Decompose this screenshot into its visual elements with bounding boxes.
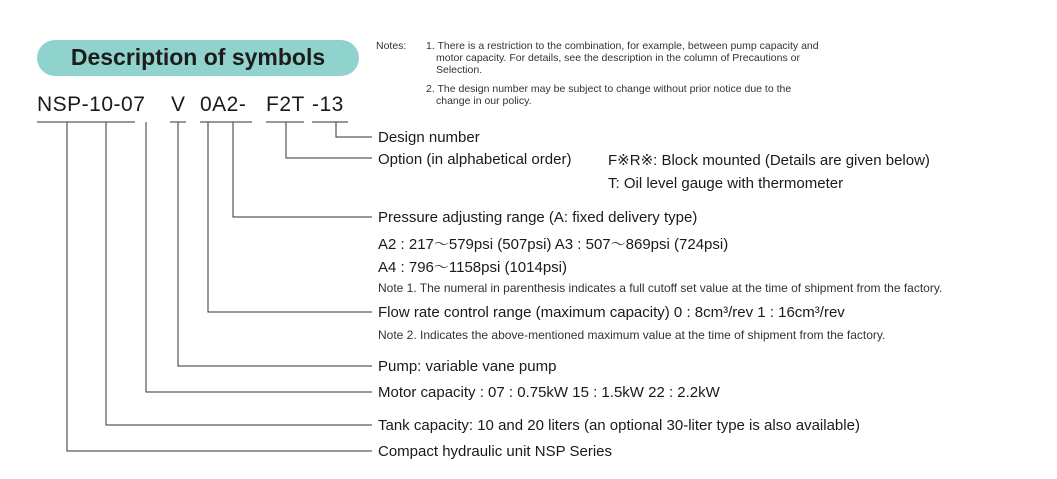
leader-option <box>286 122 372 158</box>
label-option: Option (in alphabetical order) <box>378 151 572 168</box>
label-note1: Note 1. The numeral in parenthesis indicates a full cutoff set value at the time of shipment from the factory. <box>378 281 943 295</box>
label-option-f: F※R※: Block mounted (Details are given below) <box>608 152 930 169</box>
label-motor: Motor capacity : 07 : 0.75kW 15 : 1.5kW 22 : 2.2kW <box>378 384 720 401</box>
label-tank: Tank capacity: 10 and 20 liters (an optional 30-liter type is also available) <box>378 417 860 434</box>
label-pressure-a4: A4 : 796～1158psi (1014psi) <box>378 259 568 276</box>
label-note2: Note 2. Indicates the above-mentioned maximum value at the time of shipment from the factory. <box>378 328 886 342</box>
label-flow: Flow rate control range (maximum capacity) 0 : 8cm³/rev 1 : 16cm³/rev <box>378 304 845 321</box>
leader-pressure <box>233 122 372 217</box>
note2-line2: change in our policy. <box>436 95 532 107</box>
leader-motor <box>146 122 372 392</box>
model-code-series: NSP-10-07 <box>37 93 146 116</box>
leader-design <box>336 122 372 137</box>
label-series: Compact hydraulic unit NSP Series <box>378 443 612 460</box>
note1-line1: 1. There is a restriction to the combination, for example, between pump capacity and <box>426 40 819 52</box>
note2-line1: 2. The design number may be subject to change without prior notice due to the <box>426 83 792 95</box>
note1-line2: motor capacity. For details, see the description in the column of Precautions or <box>436 52 800 64</box>
label-design-number: Design number <box>378 129 480 146</box>
model-code-control: 0A2- <box>200 93 247 116</box>
model-code-design: -13 <box>312 93 344 116</box>
leader-series <box>67 122 372 451</box>
note1-line3: Selection. <box>436 64 483 76</box>
model-code-option: F2T <box>266 93 305 116</box>
model-code-pump: V <box>171 93 186 116</box>
label-pressure-a2a3: A2 : 217～579psi (507psi) A3 : 507～869psi (724psi) <box>378 236 729 253</box>
label-option-t: T: Oil level gauge with thermometer <box>608 175 844 192</box>
page-title: Description of symbols <box>70 44 326 70</box>
notes-label: Notes: <box>376 40 407 52</box>
label-pressure: Pressure adjusting range (A: fixed delivery type) <box>378 209 698 226</box>
label-pump: Pump: variable vane pump <box>378 358 557 375</box>
leader-pump <box>178 122 372 366</box>
